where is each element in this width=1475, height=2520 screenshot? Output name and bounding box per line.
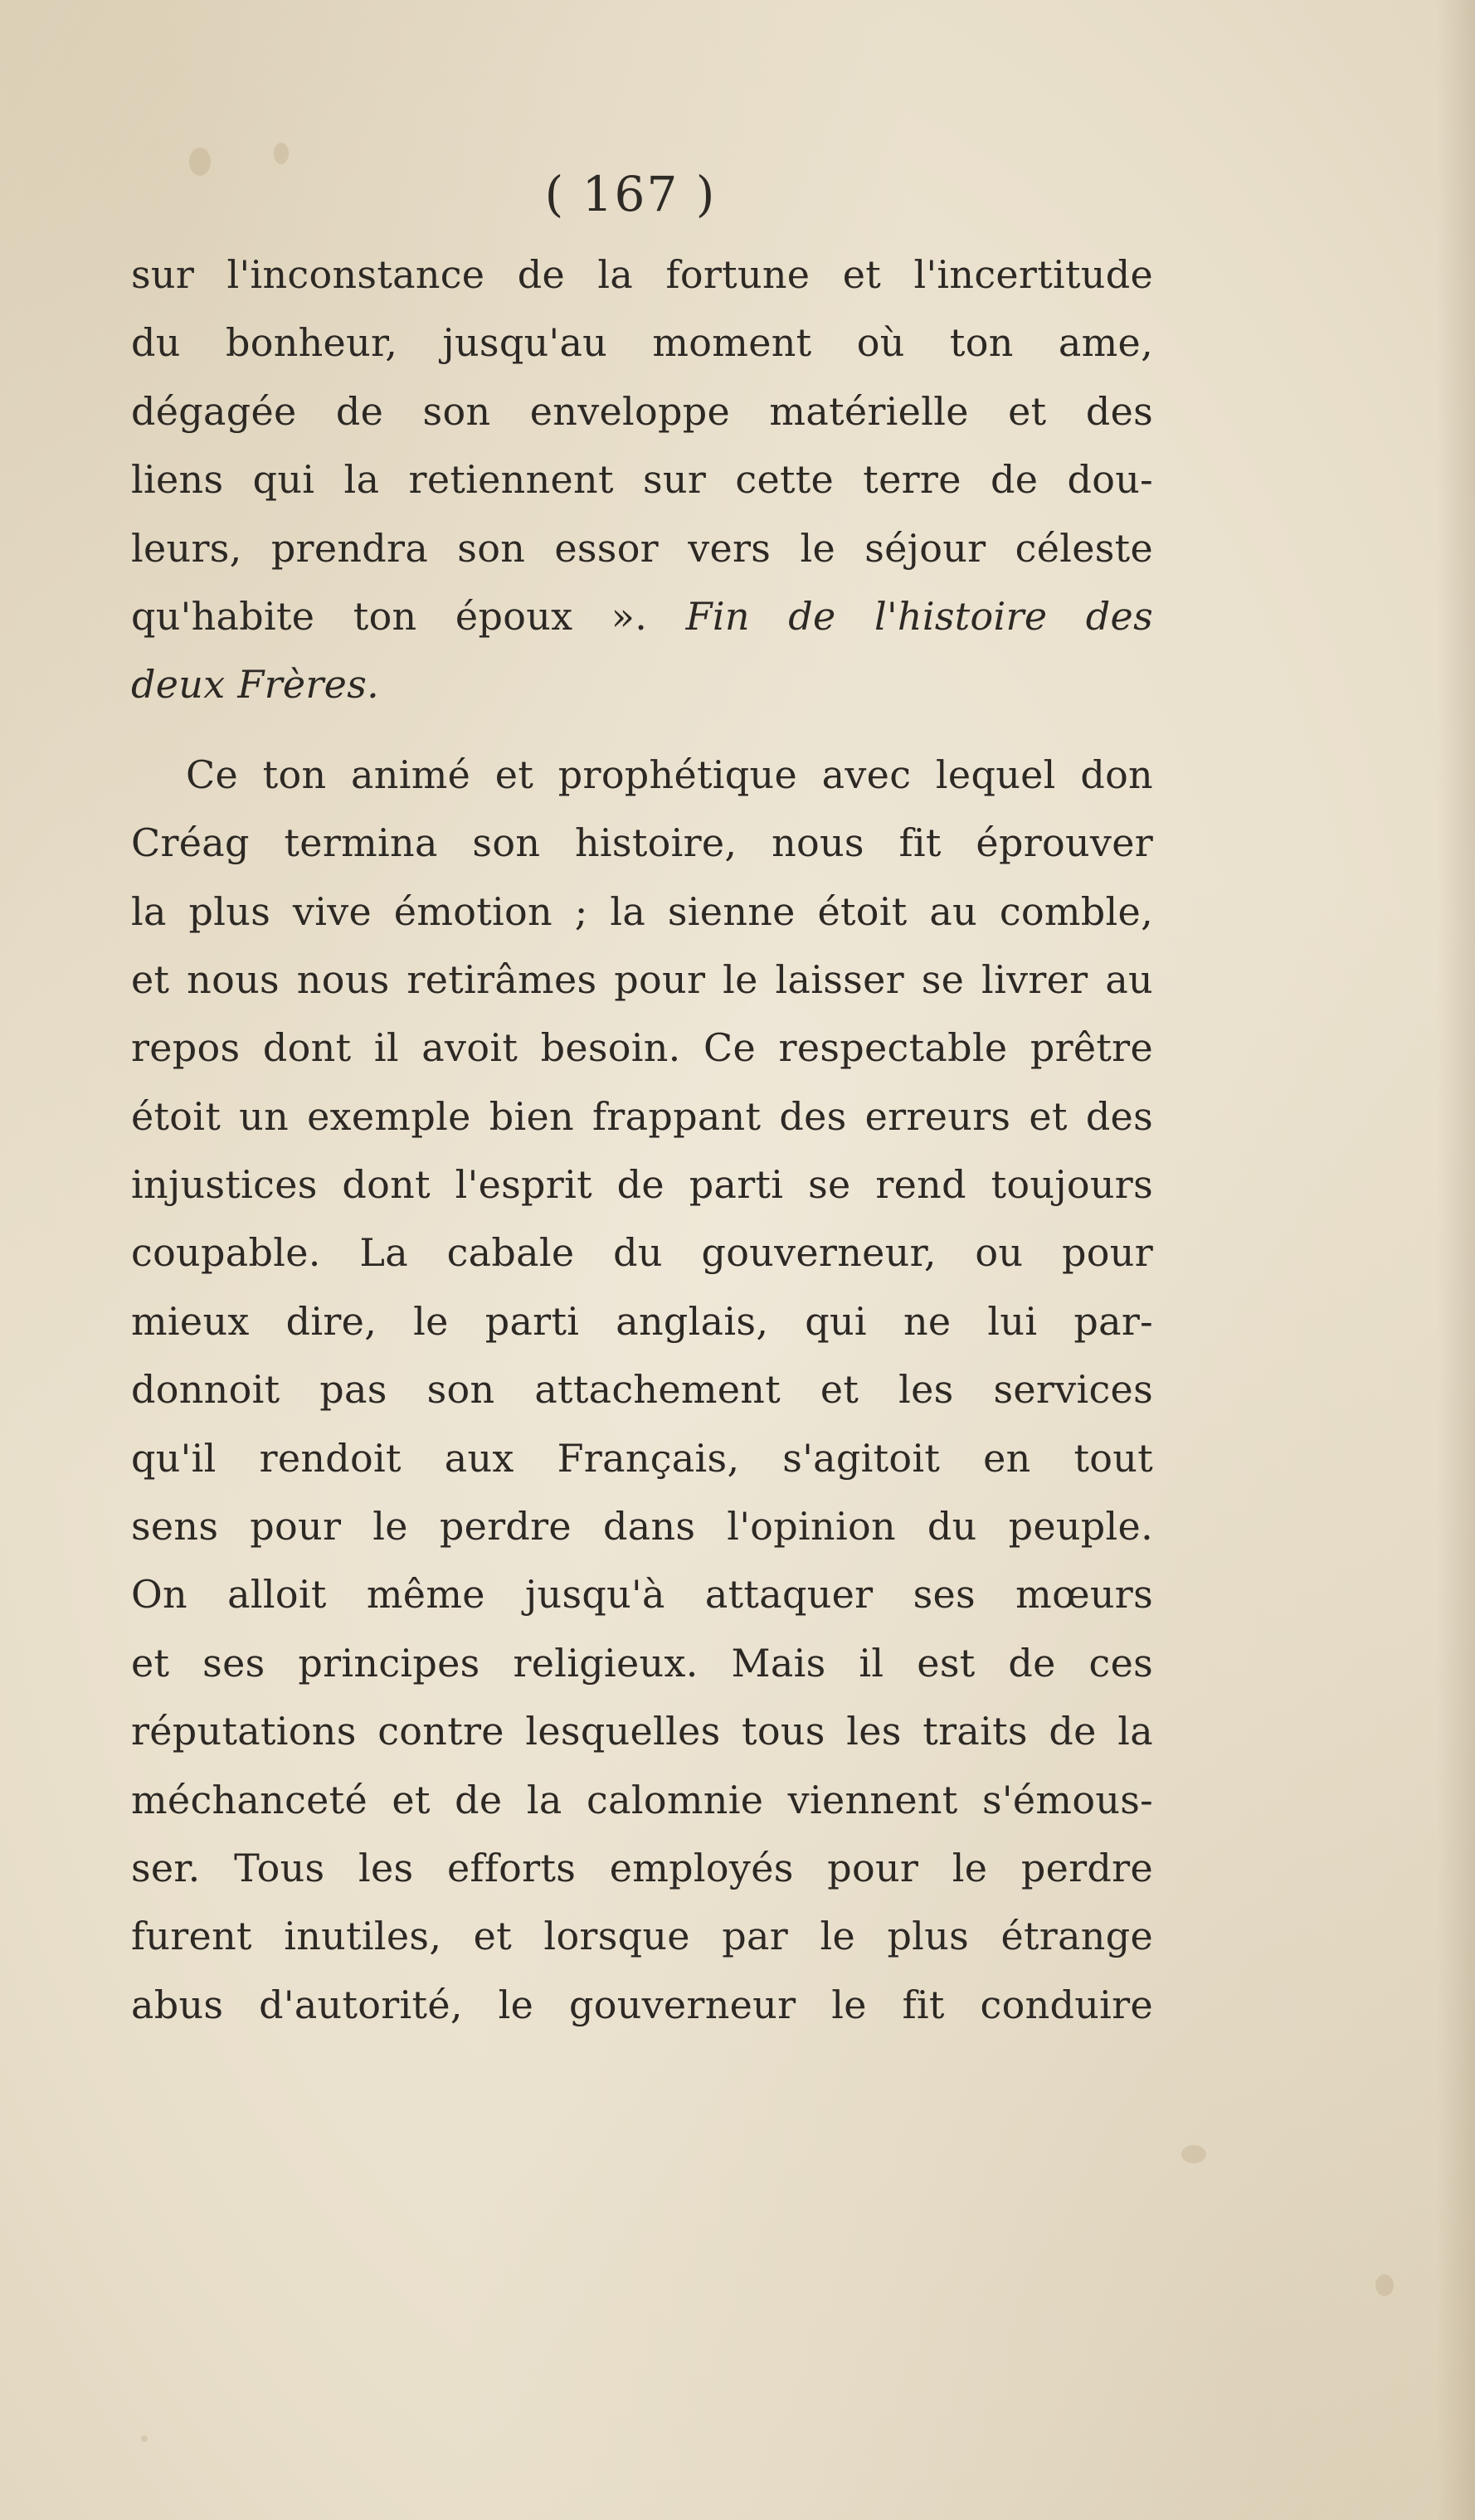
- text-line: qu'il rendoit aux Français, s'agitoit en tout: [131, 1435, 1153, 1481]
- text-line: On alloit même jusqu'à attaquer ses mœurs: [131, 1572, 1153, 1618]
- text-line: abus d'autorité, le gouverneur le fit conduire: [131, 1982, 1153, 2027]
- text-line: liens qui la retiennent sur cette terre de dou-: [131, 457, 1153, 503]
- text-line: mieux dire, le parti anglais, qui ne lui par-: [131, 1298, 1153, 1344]
- text-line: donnoit pas son attachement et les services: [131, 1367, 1153, 1413]
- paragraph-gap: [131, 719, 1153, 741]
- text-line: dégagée de son enveloppe matérielle et des: [131, 388, 1153, 434]
- text-line: sens pour le perdre dans l'opinion du peuple.: [131, 1504, 1153, 1549]
- text-line: leurs, prendra son essor vers le séjour céleste: [131, 525, 1153, 571]
- body-text: [131, 241, 1153, 2039]
- text-line-mixed: [131, 582, 1153, 650]
- text-line: étoit un exemple bien frappant des erreurs et des: [131, 1093, 1153, 1139]
- foxing-spot: [1181, 2145, 1206, 2163]
- page-edge-shadow: [1437, 0, 1475, 2520]
- text-line: furent inutiles, et lorsque par le plus étrange: [131, 1914, 1153, 1959]
- foxing-spot: [141, 2435, 148, 2442]
- foxing-spot: [274, 143, 289, 164]
- text-line: et nous nous retirâmes pour le laisser se livrer au: [131, 956, 1153, 1002]
- text-line: sur l'inconstance de la fortune et l'incertitude: [131, 252, 1153, 297]
- text-line: du bonheur, jusqu'au moment où ton ame,: [131, 320, 1153, 366]
- text-segment: qu'habite ton époux ».: [131, 593, 648, 639]
- italic-text-segment: Fin de l'histoire des: [685, 593, 1153, 639]
- text-line: méchanceté et de la calomnie viennent s'émous-: [131, 1777, 1153, 1822]
- text-line: injustices dont l'esprit de parti se rend toujours: [131, 1162, 1153, 1208]
- text-line: repos dont il avoit besoin. Ce respectable prêtre: [131, 1025, 1153, 1071]
- text-line: réputations contre lesquelles tous les traits de la: [131, 1709, 1153, 1754]
- text-line: et ses principes religieux. Mais il est de ces: [131, 1640, 1153, 1686]
- foxing-spot: [1375, 2274, 1394, 2296]
- text-line: coupable. La cabale du gouverneur, ou pour: [131, 1230, 1153, 1276]
- text-line: Créag termina son histoire, nous fit éprouver: [131, 820, 1153, 866]
- foxing-spot: [189, 148, 211, 176]
- text-line: deux Frères.: [131, 662, 380, 708]
- text-line: ser. Tous les efforts employés pour le perdre: [131, 1845, 1153, 1890]
- page-number: ( 167 ): [544, 166, 717, 222]
- text-line: Ce ton animé et prophétique avec lequel don: [186, 752, 1153, 797]
- text-line: la plus vive émotion ; la sienne étoit au comble,: [131, 888, 1153, 934]
